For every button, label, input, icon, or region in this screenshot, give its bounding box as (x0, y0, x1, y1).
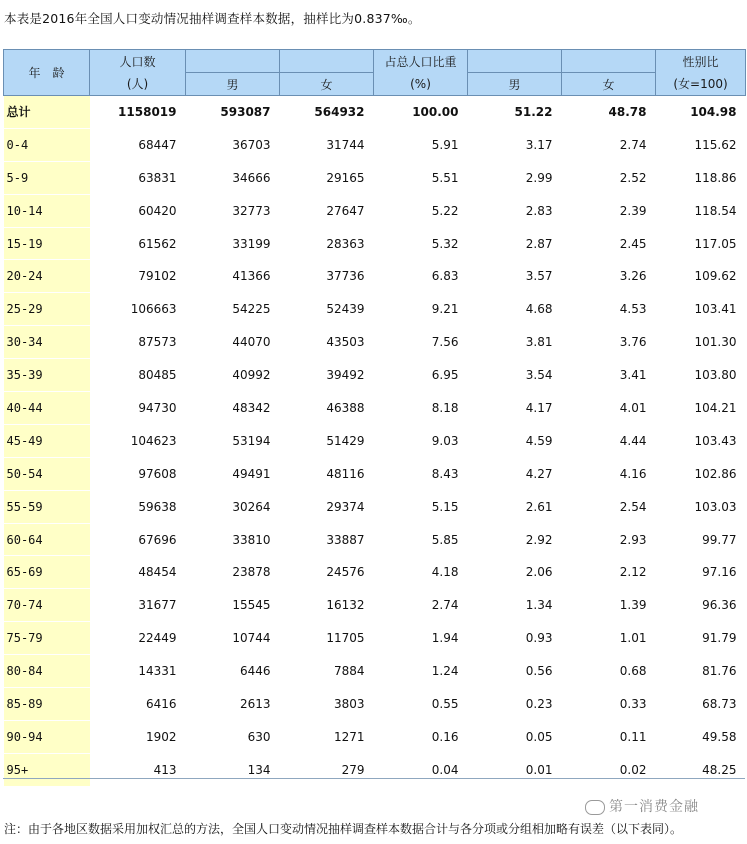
cell-pct: 9.03 (374, 424, 468, 457)
cell-total: 14331 (90, 655, 186, 688)
cell-pct: 9.21 (374, 293, 468, 326)
cell-pct-f: 4.01 (562, 392, 656, 425)
table-row (4, 161, 746, 194)
table-row (4, 720, 746, 753)
cell-ratio: 118.86 (656, 161, 746, 194)
cell-female: 33887 (280, 523, 374, 556)
cell-ratio: 118.54 (656, 194, 746, 227)
cell-pct-m: 2.61 (468, 490, 562, 523)
cell-male: 30264 (186, 490, 280, 523)
table-bottom-rule (3, 778, 745, 779)
cell-age: 75-79 (4, 622, 90, 655)
cell-pct-f: 3.41 (562, 359, 656, 392)
sex-ratio-unit: (女=100) (656, 73, 746, 96)
table-row (4, 293, 746, 326)
cell-total: 68447 (90, 128, 186, 161)
cell-ratio: 103.80 (656, 359, 746, 392)
cell-total: 63831 (90, 161, 186, 194)
cell-pct-m: 1.34 (468, 589, 562, 622)
cell-age: 70-74 (4, 589, 90, 622)
cell-pct: 0.16 (374, 720, 468, 753)
cell-male: 32773 (186, 194, 280, 227)
table-row (4, 194, 746, 227)
cell-pct-m: 2.92 (468, 523, 562, 556)
share-header: 占总人口比重 (374, 50, 468, 73)
cell-pct-f: 4.44 (562, 424, 656, 457)
table-row (4, 688, 746, 721)
cell-age: 5-9 (4, 161, 90, 194)
cell-pct: 6.83 (374, 260, 468, 293)
cell-pct-f: 1.39 (562, 589, 656, 622)
cell-pct-f: 1.01 (562, 622, 656, 655)
cell-pct-m: 3.17 (468, 128, 562, 161)
cell-female: 16132 (280, 589, 374, 622)
share-female-header: 女 (562, 73, 656, 96)
cell-male: 53194 (186, 424, 280, 457)
table-row (4, 655, 746, 688)
cell-male: 593087 (186, 96, 280, 129)
cell-pct: 7.56 (374, 326, 468, 359)
cell-total: 1158019 (90, 96, 186, 129)
table-row (4, 457, 746, 490)
cell-ratio: 99.77 (656, 523, 746, 556)
sex-ratio-header: 性别比 (656, 50, 746, 73)
cell-pct-f: 4.16 (562, 457, 656, 490)
cell-pct-f: 2.39 (562, 194, 656, 227)
cell-female: 43503 (280, 326, 374, 359)
cell-total: 67696 (90, 523, 186, 556)
cell-pct-f: 0.02 (562, 753, 656, 786)
cell-pct-m: 51.22 (468, 96, 562, 129)
total-row (4, 96, 746, 129)
cell-male: 48342 (186, 392, 280, 425)
cell-ratio: 49.58 (656, 720, 746, 753)
cell-pct-m: 0.23 (468, 688, 562, 721)
table-row (4, 523, 746, 556)
cell-age: 15-19 (4, 227, 90, 260)
cell-female: 7884 (280, 655, 374, 688)
cell-total: 31677 (90, 589, 186, 622)
cell-pct-f: 0.68 (562, 655, 656, 688)
cell-pct: 5.32 (374, 227, 468, 260)
population-unit: (人) (90, 73, 186, 96)
cell-male: 49491 (186, 457, 280, 490)
cell-total: 48454 (90, 556, 186, 589)
cell-age: 50-54 (4, 457, 90, 490)
cell-pct: 5.15 (374, 490, 468, 523)
cell-age: 85-89 (4, 688, 90, 721)
cell-pct-m: 4.17 (468, 392, 562, 425)
cell-total: 80485 (90, 359, 186, 392)
cell-pct: 4.18 (374, 556, 468, 589)
cell-ratio: 103.03 (656, 490, 746, 523)
table-caption: 本表是2016年全国人口变动情况抽样调查样本数据，抽样比为0.837‰。 (4, 11, 421, 26)
cell-age: 0-4 (4, 128, 90, 161)
cell-pct-f: 3.26 (562, 260, 656, 293)
cell-female: 1271 (280, 720, 374, 753)
cell-total: 60420 (90, 194, 186, 227)
cell-total: 61562 (90, 227, 186, 260)
cell-pct-m: 3.81 (468, 326, 562, 359)
cell-female: 46388 (280, 392, 374, 425)
cell-total: 79102 (90, 260, 186, 293)
cell-pct: 1.24 (374, 655, 468, 688)
cell-female: 51429 (280, 424, 374, 457)
cell-male: 15545 (186, 589, 280, 622)
cell-age: 35-39 (4, 359, 90, 392)
cell-female: 31744 (280, 128, 374, 161)
cell-age: 总计 (4, 96, 90, 129)
cell-pct-f: 2.45 (562, 227, 656, 260)
watermark-text: 第一消费金融 (609, 799, 699, 815)
cell-pct-m: 3.54 (468, 359, 562, 392)
cell-ratio: 109.62 (656, 260, 746, 293)
cell-pct-m: 4.59 (468, 424, 562, 457)
cell-age: 65-69 (4, 556, 90, 589)
cell-pct-f: 2.93 (562, 523, 656, 556)
cell-pct: 5.85 (374, 523, 468, 556)
table-row (4, 392, 746, 425)
cell-male: 36703 (186, 128, 280, 161)
cell-age: 45-49 (4, 424, 90, 457)
cell-ratio: 97.16 (656, 556, 746, 589)
cell-pct: 100.00 (374, 96, 468, 129)
share-unit: (%) (374, 73, 468, 96)
cell-age: 80-84 (4, 655, 90, 688)
cell-pct-m: 3.57 (468, 260, 562, 293)
cell-ratio: 48.25 (656, 753, 746, 786)
cell-pct-m: 2.87 (468, 227, 562, 260)
cell-age: 25-29 (4, 293, 90, 326)
cell-age: 95+ (4, 753, 90, 786)
cell-pct-f: 2.12 (562, 556, 656, 589)
cell-male: 34666 (186, 161, 280, 194)
cell-pct: 0.55 (374, 688, 468, 721)
cell-pct: 1.94 (374, 622, 468, 655)
cell-pct-f: 4.53 (562, 293, 656, 326)
table-row (4, 359, 746, 392)
cell-total: 59638 (90, 490, 186, 523)
cell-female: 3803 (280, 688, 374, 721)
table-row (4, 622, 746, 655)
cell-female: 11705 (280, 622, 374, 655)
cell-pct-f: 0.33 (562, 688, 656, 721)
cell-female: 279 (280, 753, 374, 786)
table-row (4, 589, 746, 622)
cell-pct: 8.18 (374, 392, 468, 425)
cell-ratio: 104.21 (656, 392, 746, 425)
cell-female: 28363 (280, 227, 374, 260)
cell-pct-m: 2.83 (468, 194, 562, 227)
cell-total: 87573 (90, 326, 186, 359)
table-note: 注：由于各地区数据采用加权汇总的方法，全国人口变动情况抽样调查样本数据合计与各分项或分组相加略有误差（以下表同）。 (4, 822, 683, 836)
cell-male: 2613 (186, 688, 280, 721)
cell-pct: 0.04 (374, 753, 468, 786)
cell-ratio: 81.76 (656, 655, 746, 688)
cell-pct-m: 4.27 (468, 457, 562, 490)
cell-total: 6416 (90, 688, 186, 721)
cell-ratio: 104.98 (656, 96, 746, 129)
cell-pct-m: 0.05 (468, 720, 562, 753)
cell-male: 23878 (186, 556, 280, 589)
cell-pct-m: 0.01 (468, 753, 562, 786)
cell-ratio: 91.79 (656, 622, 746, 655)
cell-total: 106663 (90, 293, 186, 326)
cell-male: 40992 (186, 359, 280, 392)
cell-age: 20-24 (4, 260, 90, 293)
cell-pct: 5.91 (374, 128, 468, 161)
cell-female: 29165 (280, 161, 374, 194)
cell-female: 27647 (280, 194, 374, 227)
table-row (4, 227, 746, 260)
cell-ratio: 68.73 (656, 688, 746, 721)
cell-female: 52439 (280, 293, 374, 326)
cell-pct-m: 0.93 (468, 622, 562, 655)
cell-female: 37736 (280, 260, 374, 293)
table-row (4, 424, 746, 457)
population-table (3, 49, 746, 787)
population-header: 人口数 (90, 50, 186, 73)
watermark (585, 796, 699, 816)
cell-female: 39492 (280, 359, 374, 392)
cell-female: 48116 (280, 457, 374, 490)
cell-age: 60-64 (4, 523, 90, 556)
cell-male: 134 (186, 753, 280, 786)
cell-pct-f: 2.74 (562, 128, 656, 161)
cell-ratio: 103.41 (656, 293, 746, 326)
cell-pct-f: 3.76 (562, 326, 656, 359)
cell-ratio: 103.43 (656, 424, 746, 457)
cell-male: 44070 (186, 326, 280, 359)
cell-age: 10-14 (4, 194, 90, 227)
cell-total: 413 (90, 753, 186, 786)
cell-total: 94730 (90, 392, 186, 425)
table-row (4, 260, 746, 293)
cell-ratio: 117.05 (656, 227, 746, 260)
table-row (4, 556, 746, 589)
cell-age: 40-44 (4, 392, 90, 425)
table-row (4, 128, 746, 161)
cell-male: 10744 (186, 622, 280, 655)
cell-female: 24576 (280, 556, 374, 589)
cell-pct-m: 4.68 (468, 293, 562, 326)
cell-pct: 5.22 (374, 194, 468, 227)
cell-male: 6446 (186, 655, 280, 688)
cell-pct-m: 2.99 (468, 161, 562, 194)
cell-pct-f: 2.52 (562, 161, 656, 194)
cell-total: 97608 (90, 457, 186, 490)
cell-total: 22449 (90, 622, 186, 655)
cell-age: 30-34 (4, 326, 90, 359)
cell-female: 564932 (280, 96, 374, 129)
wechat-icon (585, 800, 605, 815)
table-row (4, 326, 746, 359)
cell-pct: 8.43 (374, 457, 468, 490)
cell-male: 41366 (186, 260, 280, 293)
cell-ratio: 115.62 (656, 128, 746, 161)
cell-male: 33810 (186, 523, 280, 556)
cell-pct: 5.51 (374, 161, 468, 194)
cell-pct-f: 0.11 (562, 720, 656, 753)
cell-ratio: 96.36 (656, 589, 746, 622)
cell-total: 1902 (90, 720, 186, 753)
cell-total: 104623 (90, 424, 186, 457)
cell-ratio: 102.86 (656, 457, 746, 490)
cell-pct-f: 2.54 (562, 490, 656, 523)
table-row (4, 753, 746, 786)
table-row (4, 490, 746, 523)
cell-age: 55-59 (4, 490, 90, 523)
cell-male: 54225 (186, 293, 280, 326)
cell-pct-f: 48.78 (562, 96, 656, 129)
cell-age: 90-94 (4, 720, 90, 753)
cell-pct: 2.74 (374, 589, 468, 622)
cell-female: 29374 (280, 490, 374, 523)
cell-ratio: 101.30 (656, 326, 746, 359)
population-female-header: 女 (280, 73, 374, 96)
age-header: 年 龄 (4, 50, 90, 96)
population-male-header: 男 (186, 73, 280, 96)
share-male-header: 男 (468, 73, 562, 96)
cell-pct: 6.95 (374, 359, 468, 392)
cell-male: 630 (186, 720, 280, 753)
cell-male: 33199 (186, 227, 280, 260)
cell-pct-m: 2.06 (468, 556, 562, 589)
cell-pct-m: 0.56 (468, 655, 562, 688)
